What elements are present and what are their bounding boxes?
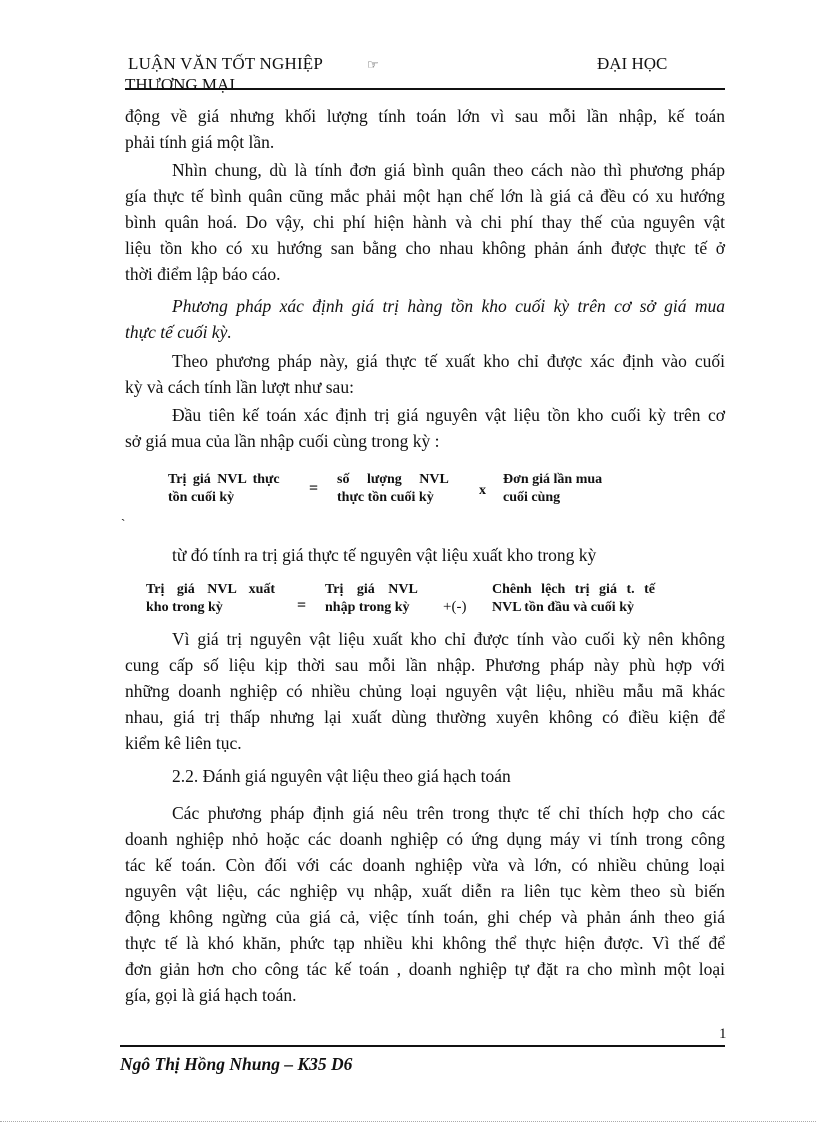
text-line: nguyên vật liệu, các nghiệp vụ nhập, xuất diễn ra liên tục kèm theo sù biến [125, 881, 725, 901]
footer-rule [120, 1045, 725, 1047]
formula-1-right-2: cuối cùng [503, 490, 561, 505]
text-line: những doanh nghiệp có nhiều chủng loại nguyên vật liệu, nhiều mẫu mã khác [125, 681, 725, 701]
header-title-line2: THƯƠNG MẠI [125, 75, 235, 94]
formula-2-equals: = [297, 597, 307, 614]
footer-author: Ngô Thị Hồng Nhung – K35 D6 [120, 1054, 353, 1074]
text-line: kiểm kê liên tục. [125, 733, 242, 753]
text-line: Theo phương pháp này, giá thực tế xuất kho chỉ được xác định vào cuối [172, 351, 725, 371]
paragraph-1 [125, 103, 725, 155]
text-line: Đầu tiên kế toán xác định trị giá nguyên vật liệu tồn kho cuối kỳ trên cơ [172, 405, 725, 425]
formula-1-mid-1: số lượng NVL [337, 472, 449, 487]
text-line: phải tính giá một lần. [125, 132, 275, 152]
section-heading [125, 763, 725, 789]
formula-1-left-1: Trị giá NVL thực [168, 472, 280, 487]
text-line: gía, gọi là giá hạch toán. [125, 985, 297, 1005]
text-line: tác kế toán. Còn đối với các doanh nghiệp vừa và lớn, có nhiều chủng loại [125, 855, 725, 875]
text-line: gía thực tế bình quân cũng mắc phải một hạn chế lớn là giá cả đều có xu hướng [125, 186, 725, 206]
text-line: doanh nghiệp nhỏ hoặc các doanh nghiệp có ứng dụng máy vi tính trong công [125, 829, 725, 849]
paragraph-3-italic [125, 293, 725, 345]
stray-mark: ` [121, 516, 126, 531]
header-rule [125, 88, 725, 90]
page-number: 1 [719, 1026, 727, 1042]
paragraph-2 [125, 157, 725, 287]
text-line: đơn giản hơn cho công tác kế toán , doanh nghiệp tự đặt ra cho mình một loại [125, 959, 725, 979]
text-line: Nhìn chung, dù là tính đơn giá bình quân theo cách nào thì phương pháp [172, 160, 725, 180]
text-line: kỳ và cách tính lần lượt như sau: [125, 377, 354, 397]
formula-2-mid-1: Trị giá NVL [325, 582, 418, 597]
formula-1-equals: = [309, 480, 319, 497]
page-edge-dotted [0, 1121, 816, 1122]
formula-2-mid-2: nhập trong kỳ [325, 600, 410, 615]
formula-2-right-2: NVL tồn đầu và cuối kỳ [492, 600, 634, 615]
formula-2-right-1: Chênh lệch trị giá t. tế [492, 582, 655, 597]
text-line: Vì giá trị nguyên vật liệu xuất kho chỉ được tính vào cuối kỳ nên không [172, 629, 725, 649]
paragraph-8 [125, 800, 725, 1008]
text-line: sở giá mua của lần nhập cuối cùng trong kỳ : [125, 431, 440, 451]
hand-pointing-icon: ☞ [367, 57, 379, 72]
formula-1-left-2: tồn cuối kỳ [168, 490, 235, 505]
paragraph-6 [125, 542, 725, 568]
text-line: Phương pháp xác định giá trị hàng tồn kho cuối kỳ trên cơ sở giá mua [172, 296, 725, 316]
text-line: từ đó tính ra trị giá thực tế nguyên vật liệu xuất kho trong kỳ [172, 545, 597, 565]
text-line: động về giá nhưng khối lượng tính toán lớn vì sau mỗi lần nhập, kế toán [125, 106, 725, 126]
text-line: liệu tồn kho có xu hướng san bằng cho nhau không phản ánh được thực tế ở [125, 238, 725, 258]
formula-1-mid-2: thực tồn cuối kỳ [337, 490, 434, 505]
paragraph-5 [125, 402, 725, 454]
header-title: LUẬN VĂN TỐT NGHIỆP [128, 54, 324, 73]
text-line: thực tế cuối kỳ. [125, 322, 232, 342]
formula-1-times: x [479, 483, 486, 498]
paragraph-7 [125, 626, 725, 756]
formula-1-right-1: Đơn giá lần mua [503, 472, 603, 487]
formula-2-left-1: Trị giá NVL xuất [146, 582, 276, 597]
text-line: bình quân hoá. Do vậy, chi phí hiện hành và chi phí thay thế của nguyên vật [125, 212, 725, 232]
text-line: nhau, giá trị thấp nhưng lại xuất dùng thường xuyên không có điều kiện để [125, 707, 725, 727]
text-line: thực tế là khó khăn, phức tạp nhiều khi không thể thực hiện được. Vì thế để [125, 933, 725, 953]
text-line: thời điểm lập báo cáo. [125, 264, 281, 284]
text-line: Các phương pháp định giá nêu trên trong thực tế chỉ thích hợp cho các [172, 803, 725, 823]
section-heading-text: 2.2. Đánh giá nguyên vật liệu theo giá hạch toán [172, 766, 511, 786]
formula-2-plus-minus: +(-) [443, 599, 467, 615]
text-line: cung cấp số liệu kịp thời sau mỗi lần nhập. Phương pháp này phù hợp với [125, 655, 725, 675]
paragraph-4 [125, 348, 725, 400]
text-line: động không ngừng của giá cả, việc tính toán, ghi chép và phản ánh theo giá [125, 907, 725, 927]
formula-2-left-2: kho trong kỳ [146, 600, 223, 615]
header-university: ĐẠI HỌC [597, 54, 668, 73]
